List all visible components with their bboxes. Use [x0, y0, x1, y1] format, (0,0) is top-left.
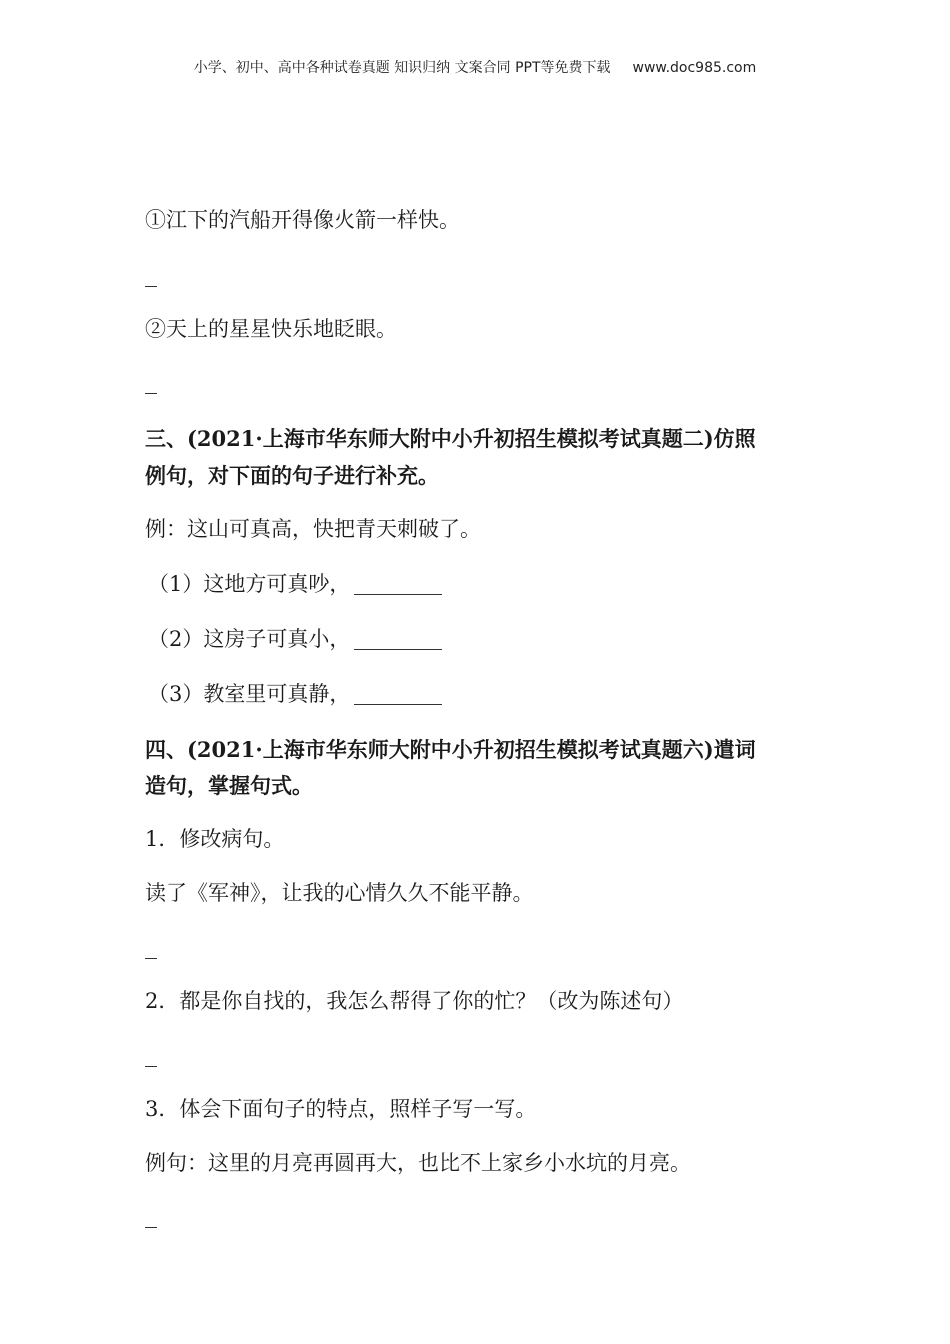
answer-line — [145, 958, 157, 959]
section4-title-line2: 造句，掌握句式。 — [145, 773, 313, 798]
answer-line — [145, 1066, 157, 1067]
section4-q2-label: 2．都是你自找的，我怎么帮得了你的忙？（改为陈述句） — [145, 989, 684, 1013]
fill-blank[interactable] — [354, 593, 442, 595]
section4-q3-label: 3．体会下面句子的特点，照样子写一写。 — [145, 1097, 537, 1121]
answer-line — [145, 393, 157, 394]
section3-item-2 — [148, 627, 442, 652]
page-header — [0, 57, 950, 77]
section3-title-line2: 例句，对下面的句子进行补充。 — [145, 463, 439, 488]
section3-title-line1: 三、(2021·上海市华东师大附中小升初招生模拟考试真题二)仿照 — [145, 426, 756, 451]
section3-item-3 — [148, 682, 442, 707]
section3-item-3-text: （3）教室里可真静， — [148, 682, 351, 706]
section2-item-1: ①江下的汽船开得像火箭一样快。 — [145, 208, 460, 232]
section4-q1-sentence: 读了《军神》，让我的心情久久不能平静。 — [145, 881, 534, 905]
header-site-link[interactable]: www.doc985.com — [632, 60, 757, 76]
section4-q3-example: 例句：这里的月亮再圆再大，也比不上家乡小水坑的月亮。 — [145, 1151, 691, 1175]
section3-item-1 — [148, 572, 442, 597]
section3-item-1-text: （1）这地方可真吵， — [148, 572, 351, 596]
header-text: 小学、初中、高中各种试卷真题 知识归纳 文案合同 PPT等免费下载 — [193, 60, 611, 76]
section3-item-2-text: （2）这房子可真小， — [148, 627, 351, 651]
answer-line — [145, 1227, 157, 1228]
fill-blank[interactable] — [354, 648, 442, 650]
fill-blank[interactable] — [354, 703, 442, 705]
section4-q1-label: 1．修改病句。 — [145, 827, 285, 851]
section4-title-line1: 四、(2021·上海市华东师大附中小升初招生模拟考试真题六)遣词 — [145, 737, 756, 762]
section3-example: 例：这山可真高，快把青天刺破了。 — [145, 517, 481, 541]
section2-item-2: ②天上的星星快乐地眨眼。 — [145, 317, 397, 341]
answer-line — [145, 286, 157, 287]
